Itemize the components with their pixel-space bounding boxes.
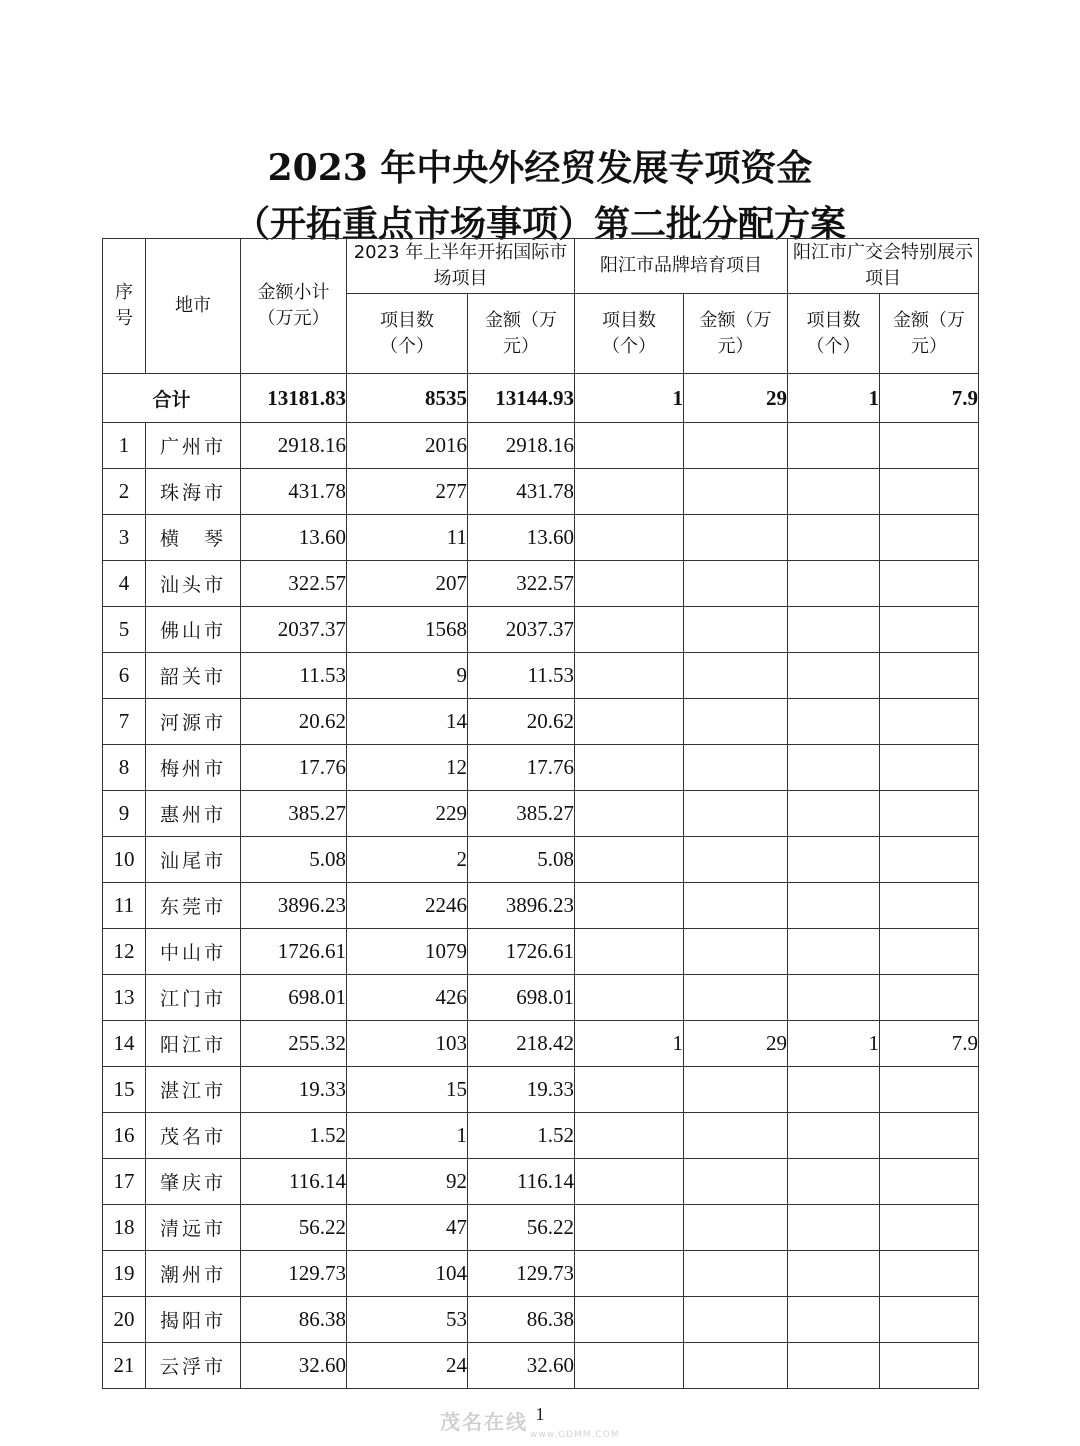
- row-g2-amount: [684, 837, 788, 883]
- row-g2-amount: [684, 1251, 788, 1297]
- table-row: [103, 469, 979, 515]
- row-g2-count: [575, 929, 684, 975]
- header-city: 地市: [146, 239, 241, 374]
- row-g3-amount: [880, 469, 979, 515]
- row-city: 汕尾市: [146, 837, 241, 883]
- total-subtotal: 13181.83: [241, 374, 347, 423]
- row-seq: 19: [103, 1251, 146, 1297]
- table-row: [103, 1113, 979, 1159]
- row-subtotal: 86.38: [241, 1297, 347, 1343]
- total-g1-amount: 13144.93: [468, 374, 575, 423]
- row-g1-count: 2246: [347, 883, 468, 929]
- row-subtotal: 17.76: [241, 745, 347, 791]
- row-g3-count: 1: [788, 1021, 880, 1067]
- row-city: 潮州市: [146, 1251, 241, 1297]
- row-g1-count: 11: [347, 515, 468, 561]
- row-subtotal: 19.33: [241, 1067, 347, 1113]
- row-g3-count: [788, 975, 880, 1021]
- table-row: [103, 883, 979, 929]
- total-g2-amount: 29: [684, 374, 788, 423]
- row-g1-amount: 11.53: [468, 653, 575, 699]
- document-title-line2: （开拓重点市场事项）第二批分配方案: [233, 203, 846, 245]
- row-seq: 10: [103, 837, 146, 883]
- total-g2-count: 1: [575, 374, 684, 423]
- row-g1-amount: 3896.23: [468, 883, 575, 929]
- row-subtotal: 385.27: [241, 791, 347, 837]
- row-g3-amount: [880, 1205, 979, 1251]
- row-subtotal: 116.14: [241, 1159, 347, 1205]
- row-g3-amount: [880, 515, 979, 561]
- row-g2-count: [575, 1251, 684, 1297]
- row-g1-count: 9: [347, 653, 468, 699]
- row-g3-count: [788, 791, 880, 837]
- row-subtotal: 129.73: [241, 1251, 347, 1297]
- row-g3-amount: [880, 607, 979, 653]
- row-subtotal: 56.22: [241, 1205, 347, 1251]
- row-g1-count: 24: [347, 1343, 468, 1389]
- row-seq: 2: [103, 469, 146, 515]
- row-g3-amount: [880, 1113, 979, 1159]
- row-g1-count: 53: [347, 1297, 468, 1343]
- row-g1-amount: 56.22: [468, 1205, 575, 1251]
- table-row: [103, 1159, 979, 1205]
- header-g2-count: 项目数（个）: [575, 294, 684, 374]
- row-g3-amount: [880, 1297, 979, 1343]
- row-g2-amount: [684, 1343, 788, 1389]
- row-g3-count: [788, 653, 880, 699]
- table-row: [103, 1067, 979, 1113]
- row-g2-count: [575, 561, 684, 607]
- row-g2-amount: [684, 561, 788, 607]
- row-subtotal: 20.62: [241, 699, 347, 745]
- row-g3-count: [788, 1251, 880, 1297]
- row-city: 广州市: [146, 423, 241, 469]
- row-g3-amount: [880, 791, 979, 837]
- row-subtotal: 5.08: [241, 837, 347, 883]
- row-g2-amount: [684, 929, 788, 975]
- table-row: [103, 745, 979, 791]
- row-g1-count: 92: [347, 1159, 468, 1205]
- row-g2-count: [575, 975, 684, 1021]
- row-subtotal: 11.53: [241, 653, 347, 699]
- row-seq: 21: [103, 1343, 146, 1389]
- row-g1-amount: 2037.37: [468, 607, 575, 653]
- row-g1-count: 1: [347, 1113, 468, 1159]
- row-g3-amount: [880, 883, 979, 929]
- row-g3-amount: [880, 1251, 979, 1297]
- row-seq: 14: [103, 1021, 146, 1067]
- row-g2-count: [575, 653, 684, 699]
- row-g2-count: [575, 423, 684, 469]
- row-g3-count: [788, 929, 880, 975]
- watermark-logo: 茂名在线: [440, 1410, 528, 1434]
- row-g3-amount: 7.9: [880, 1021, 979, 1067]
- row-g2-count: [575, 883, 684, 929]
- row-city: 江门市: [146, 975, 241, 1021]
- row-g2-amount: [684, 423, 788, 469]
- header-group-canton-fair: 阳江市广交会特别展示项目: [788, 239, 979, 294]
- row-g1-count: 14: [347, 699, 468, 745]
- row-city: 韶关市: [146, 653, 241, 699]
- row-seq: 9: [103, 791, 146, 837]
- row-subtotal: 255.32: [241, 1021, 347, 1067]
- row-city: 揭阳市: [146, 1297, 241, 1343]
- row-g2-count: [575, 515, 684, 561]
- row-subtotal: 32.60: [241, 1343, 347, 1389]
- row-g3-amount: [880, 975, 979, 1021]
- table-row: [103, 1297, 979, 1343]
- row-seq: 16: [103, 1113, 146, 1159]
- row-g2-amount: [684, 1113, 788, 1159]
- row-g1-count: 1568: [347, 607, 468, 653]
- row-g1-count: 277: [347, 469, 468, 515]
- row-subtotal: 2037.37: [241, 607, 347, 653]
- header-g3-count: 项目数（个）: [788, 294, 880, 374]
- total-label: 合计: [103, 374, 241, 423]
- row-g1-count: 15: [347, 1067, 468, 1113]
- row-g2-count: [575, 837, 684, 883]
- row-g1-amount: 218.42: [468, 1021, 575, 1067]
- row-g2-amount: 29: [684, 1021, 788, 1067]
- row-g1-count: 12: [347, 745, 468, 791]
- row-g1-count: 426: [347, 975, 468, 1021]
- row-g3-count: [788, 515, 880, 561]
- row-g1-amount: 116.14: [468, 1159, 575, 1205]
- row-city: 中山市: [146, 929, 241, 975]
- row-g2-amount: [684, 1067, 788, 1113]
- row-g3-amount: [880, 745, 979, 791]
- row-subtotal: 3896.23: [241, 883, 347, 929]
- row-g3-count: [788, 469, 880, 515]
- row-g3-amount: [880, 699, 979, 745]
- row-g1-amount: 5.08: [468, 837, 575, 883]
- table-row: [103, 561, 979, 607]
- row-g3-count: [788, 607, 880, 653]
- row-seq: 13: [103, 975, 146, 1021]
- row-city: 肇庆市: [146, 1159, 241, 1205]
- row-g2-count: [575, 791, 684, 837]
- table-row: [103, 1251, 979, 1297]
- table-row: [103, 791, 979, 837]
- row-seq: 11: [103, 883, 146, 929]
- row-g3-count: [788, 1067, 880, 1113]
- row-g2-amount: [684, 883, 788, 929]
- row-g1-amount: 322.57: [468, 561, 575, 607]
- table-body: [103, 374, 979, 1389]
- header-group-international-market: 2023 年上半年开拓国际市场项目: [347, 239, 575, 294]
- row-g1-amount: 129.73: [468, 1251, 575, 1297]
- row-subtotal: 1.52: [241, 1113, 347, 1159]
- row-g3-amount: [880, 1067, 979, 1113]
- header-amount-total: 金额小计（万元）: [241, 239, 347, 374]
- header-g1-count: 项目数（个）: [347, 294, 468, 374]
- row-g3-count: [788, 1205, 880, 1251]
- row-g3-amount: [880, 653, 979, 699]
- header-g2-amount: 金额（万元）: [684, 294, 788, 374]
- row-g1-count: 1079: [347, 929, 468, 975]
- row-city: 东莞市: [146, 883, 241, 929]
- row-seq: 4: [103, 561, 146, 607]
- table-row: [103, 929, 979, 975]
- row-g1-amount: 698.01: [468, 975, 575, 1021]
- row-seq: 3: [103, 515, 146, 561]
- page-number: 1: [535, 1404, 545, 1424]
- row-city: 梅州市: [146, 745, 241, 791]
- row-seq: 5: [103, 607, 146, 653]
- row-city: 云浮市: [146, 1343, 241, 1389]
- row-g2-count: [575, 1297, 684, 1343]
- table-row: [103, 1205, 979, 1251]
- row-city: 惠州市: [146, 791, 241, 837]
- row-g1-amount: 13.60: [468, 515, 575, 561]
- page-footer: [0, 1404, 1080, 1425]
- table-row: [103, 423, 979, 469]
- row-g2-count: [575, 1067, 684, 1113]
- row-g1-amount: 385.27: [468, 791, 575, 837]
- table-row: [103, 607, 979, 653]
- row-subtotal: 2918.16: [241, 423, 347, 469]
- row-g1-amount: 431.78: [468, 469, 575, 515]
- row-g1-count: 2016: [347, 423, 468, 469]
- row-g1-amount: 19.33: [468, 1067, 575, 1113]
- row-seq: 12: [103, 929, 146, 975]
- row-seq: 6: [103, 653, 146, 699]
- row-g2-amount: [684, 745, 788, 791]
- allocation-table: [102, 238, 979, 1389]
- table-row: [103, 515, 979, 561]
- row-g2-amount: [684, 1159, 788, 1205]
- row-city: 横 琴: [146, 515, 241, 561]
- row-city: 茂名市: [146, 1113, 241, 1159]
- row-g1-amount: 17.76: [468, 745, 575, 791]
- row-g2-amount: [684, 607, 788, 653]
- row-g2-count: [575, 699, 684, 745]
- row-g2-amount: [684, 975, 788, 1021]
- row-g2-amount: [684, 791, 788, 837]
- row-g2-count: [575, 1113, 684, 1159]
- row-city: 佛山市: [146, 607, 241, 653]
- row-g3-count: [788, 561, 880, 607]
- row-city: 阳江市: [146, 1021, 241, 1067]
- row-seq: 8: [103, 745, 146, 791]
- row-city: 珠海市: [146, 469, 241, 515]
- row-g3-count: [788, 745, 880, 791]
- row-g3-count: [788, 1343, 880, 1389]
- row-g2-count: [575, 1343, 684, 1389]
- row-g3-count: [788, 1159, 880, 1205]
- header-g1-amount: 金额（万元）: [468, 294, 575, 374]
- row-seq: 17: [103, 1159, 146, 1205]
- row-g3-amount: [880, 1343, 979, 1389]
- row-g3-count: [788, 1113, 880, 1159]
- row-g3-count: [788, 699, 880, 745]
- row-city: 清远市: [146, 1205, 241, 1251]
- row-g1-count: 207: [347, 561, 468, 607]
- row-g2-count: [575, 607, 684, 653]
- header-seq: 序号: [103, 239, 146, 374]
- total-g3-count: 1: [788, 374, 880, 423]
- row-g1-count: 229: [347, 791, 468, 837]
- row-seq: 7: [103, 699, 146, 745]
- row-g3-count: [788, 423, 880, 469]
- row-g1-count: 47: [347, 1205, 468, 1251]
- row-seq: 18: [103, 1205, 146, 1251]
- row-city: 汕头市: [146, 561, 241, 607]
- row-subtotal: 322.57: [241, 561, 347, 607]
- row-g3-count: [788, 883, 880, 929]
- row-g3-count: [788, 837, 880, 883]
- row-g1-amount: 1.52: [468, 1113, 575, 1159]
- row-g2-amount: [684, 515, 788, 561]
- watermark-url: www.GDMM.COM: [530, 1430, 620, 1440]
- row-g2-count: [575, 745, 684, 791]
- row-g2-count: [575, 1159, 684, 1205]
- row-g1-amount: 2918.16: [468, 423, 575, 469]
- row-g1-amount: 32.60: [468, 1343, 575, 1389]
- header-g3-amount: 金额（万元）: [880, 294, 979, 374]
- total-g3-amount: 7.9: [880, 374, 979, 423]
- row-seq: 1: [103, 423, 146, 469]
- row-subtotal: 698.01: [241, 975, 347, 1021]
- table-row: [103, 699, 979, 745]
- row-g1-amount: 1726.61: [468, 929, 575, 975]
- total-row: [103, 374, 979, 423]
- row-g3-amount: [880, 837, 979, 883]
- table-row: [103, 1021, 979, 1067]
- row-seq: 20: [103, 1297, 146, 1343]
- table-row: [103, 1343, 979, 1389]
- row-g2-count: 1: [575, 1021, 684, 1067]
- row-g1-amount: 20.62: [468, 699, 575, 745]
- total-g1-count: 8535: [347, 374, 468, 423]
- row-g1-count: 103: [347, 1021, 468, 1067]
- table-row: [103, 975, 979, 1021]
- header-group-brand-cultivation: 阳江市品牌培育项目: [575, 239, 788, 294]
- row-g3-amount: [880, 423, 979, 469]
- row-g3-amount: [880, 1159, 979, 1205]
- row-subtotal: 1726.61: [241, 929, 347, 975]
- row-city: 河源市: [146, 699, 241, 745]
- row-subtotal: 13.60: [241, 515, 347, 561]
- row-subtotal: 431.78: [241, 469, 347, 515]
- row-g1-count: 104: [347, 1251, 468, 1297]
- table-row: [103, 653, 979, 699]
- table-row: [103, 837, 979, 883]
- row-g3-amount: [880, 929, 979, 975]
- row-g3-count: [788, 1297, 880, 1343]
- row-g2-amount: [684, 469, 788, 515]
- row-g2-amount: [684, 1205, 788, 1251]
- row-g1-amount: 86.38: [468, 1297, 575, 1343]
- row-city: 湛江市: [146, 1067, 241, 1113]
- row-seq: 15: [103, 1067, 146, 1113]
- row-g2-amount: [684, 1297, 788, 1343]
- row-g2-count: [575, 1205, 684, 1251]
- row-g2-amount: [684, 699, 788, 745]
- row-g2-amount: [684, 653, 788, 699]
- row-g2-count: [575, 469, 684, 515]
- document-title-line1: 2023 年中央外经贸发展专项资金: [267, 147, 813, 189]
- row-g1-count: 2: [347, 837, 468, 883]
- row-g3-amount: [880, 561, 979, 607]
